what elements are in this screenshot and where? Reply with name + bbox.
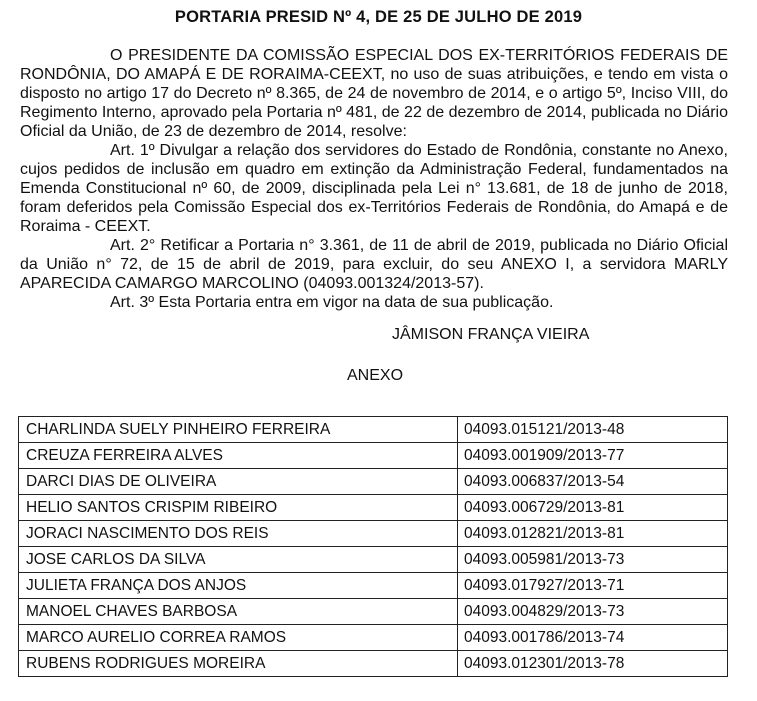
process-number-cell: 04093.012301/2013-78 <box>458 651 728 677</box>
process-number-cell: 04093.004829/2013-73 <box>458 599 728 625</box>
table-row <box>19 599 728 625</box>
process-number-cell: 04093.017927/2013-71 <box>458 573 728 599</box>
signatory-name: JÂMISON FRANÇA VIEIRA <box>392 326 590 343</box>
process-number-cell: 04093.015121/2013-48 <box>458 417 728 443</box>
process-number-cell: 04093.001909/2013-77 <box>458 443 728 469</box>
table-row <box>19 547 728 573</box>
document-title: PORTARIA PRESID Nº 4, DE 25 DE JULHO DE 2019 <box>174 8 583 26</box>
preamble-paragraph: O PRESIDENTE DA COMISSÃO ESPECIAL DOS EX-TERRITÓRIOS FEDERAIS DE RONDÔNIA, DO AMAPÁ E DE RORAIMA-CEEXT, no uso de suas atribuições, e tendo em vista o disposto no artigo 17 do Decreto nº 8.365, de 24 de novembro de 2014, e o artigo 5º, Inciso VIII, do Regimento Interno, aprovado pela Portaria nº 481, de 22 de dezembro de 2014, publicada no Diário Oficial da União, de 23 de dezembro de 2014, resolve: <box>20 47 728 140</box>
table-row <box>19 443 728 469</box>
annex-table <box>18 416 728 677</box>
name-cell: JORACI NASCIMENTO DOS REIS <box>19 521 458 547</box>
table-row <box>19 469 728 495</box>
process-number-cell: 04093.006837/2013-54 <box>458 469 728 495</box>
name-cell: CREUZA FERREIRA ALVES <box>19 443 458 469</box>
process-number-cell: 04093.001786/2013-74 <box>458 625 728 651</box>
table-row <box>19 651 728 677</box>
table-row <box>19 495 728 521</box>
name-cell: MANOEL CHAVES BARBOSA <box>19 599 458 625</box>
table-row <box>19 521 728 547</box>
name-cell: RUBENS RODRIGUES MOREIRA <box>19 651 458 677</box>
process-number-cell: 04093.005981/2013-73 <box>458 547 728 573</box>
name-cell: DARCI DIAS DE OLIVEIRA <box>19 469 458 495</box>
document-body <box>20 46 728 312</box>
table-row <box>19 573 728 599</box>
name-cell: HELIO SANTOS CRISPIM RIBEIRO <box>19 495 458 521</box>
name-cell: MARCO AURELIO CORREA RAMOS <box>19 625 458 651</box>
table-row <box>19 625 728 651</box>
process-number-cell: 04093.006729/2013-81 <box>458 495 728 521</box>
article-3-paragraph: Art. 3º Esta Portaria entra em vigor na data de sua publicação. <box>110 294 554 311</box>
name-cell: CHARLINDA SUELY PINHEIRO FERREIRA <box>19 417 458 443</box>
name-cell: JOSE CARLOS DA SILVA <box>19 547 458 573</box>
process-number-cell: 04093.012821/2013-81 <box>458 521 728 547</box>
annex-title: ANEXO <box>347 367 404 384</box>
table-row <box>19 417 728 443</box>
article-2-paragraph: Art. 2° Retificar a Portaria n° 3.361, de 11 de abril de 2019, publicada no Diário Oficial da União n° 72, de 15 de abril de 2019, para excluir, do seu ANEXO I, a servidora MARLY APARECIDA CAMARGO MARCOLINO (04093.001324/2013-57). <box>20 237 728 292</box>
name-cell: JULIETA FRANÇA DOS ANJOS <box>19 573 458 599</box>
article-1-paragraph: Art. 1º Divulgar a relação dos servidores do Estado de Rondônia, constante no Anexo, cujos pedidos de inclusão em quadro em extinção da Administração Federal, fundamentados na Emenda Constitucional nº 60, de 2009, disciplinada pela Lei n° 13.681, de 18 de junho de 2018, foram deferidos pela Comissão Especial dos ex-Territórios Federais de Rondônia, do Amapá e de Roraima - CEEXT. <box>20 142 728 235</box>
